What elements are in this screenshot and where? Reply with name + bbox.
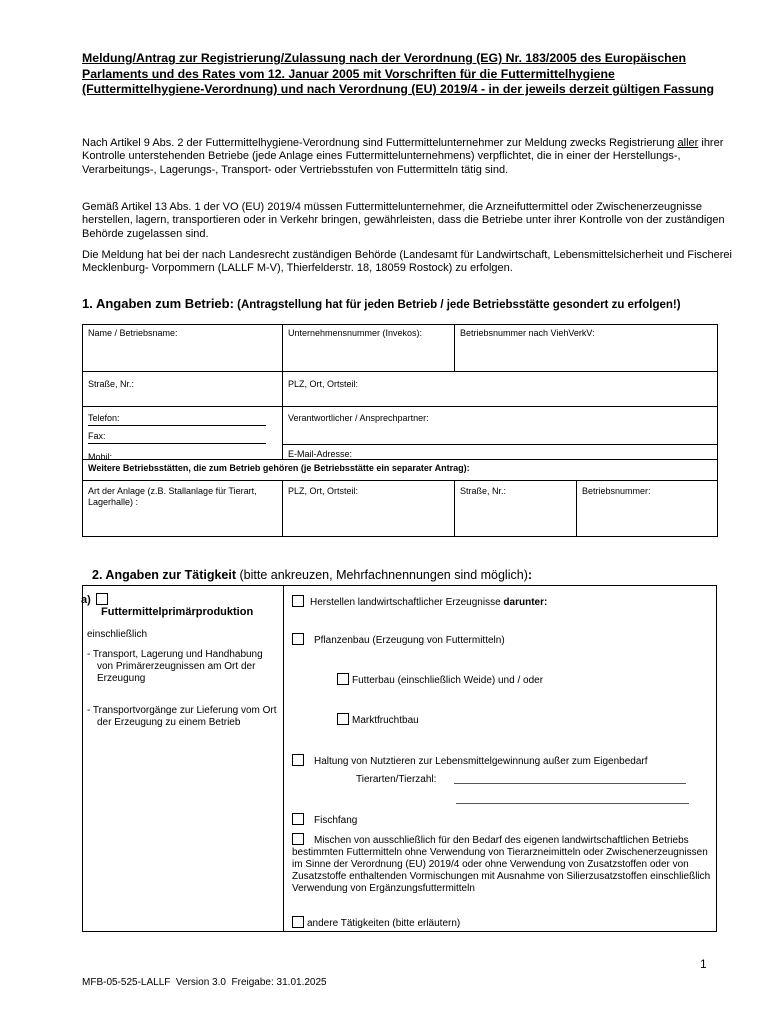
intro-p1-emphasis: aller <box>677 137 699 149</box>
intro-paragraph-3: Die Meldung hat bei der nach Landesrecht zuständigen Behörde (Landesamt für Landwirtschaft, Lebensmittelsicherheit und Fischerei Mecklenburg- Vorpommern (LALLF M-V), Thierfelderstr. 18, 18059 Rostock) zu erfolgen. <box>82 249 732 275</box>
cash-crops-label: Marktfruchtbau <box>352 715 419 726</box>
other-checkbox[interactable] <box>292 916 304 928</box>
primary-production-checkbox[interactable] <box>96 593 108 605</box>
section1-title: 1. Angaben zum Betrieb: <box>82 296 234 311</box>
section1-note: (Antragstellung hat für jeden Betrieb / jede Betriebsstätte gesondert zu erfolgen!) <box>233 299 681 311</box>
further-sites-heading: Weitere Betriebsstätten, die zum Betrieb gehören (je Betriebsstätte ein separater Antrag): <box>83 460 718 481</box>
phone-field[interactable] <box>88 413 266 426</box>
option-mixing <box>292 833 712 895</box>
option-livestock <box>292 754 648 768</box>
site-type-field[interactable] <box>83 481 283 537</box>
mixing-checkbox[interactable] <box>292 833 304 845</box>
site-type-label: Art der Anlage (z.B. Stallanlage für Tierart, Lagerhalle) : <box>88 486 257 507</box>
forage-label: Futterbau (einschließlich Weide) und / oder <box>352 675 544 686</box>
fax-field[interactable] <box>88 431 266 444</box>
intro-p1-text-end: ihrer Kontrolle unterstehenden Betriebe (jede Anlage eines Futtermittelunternehmens) verpflichtet, die in einer der Herstellungs-, Verarbeitungs-, Lagerungs-, Transport- oder Vertriebsstufen von Futtermitteln tätig sind. <box>82 137 724 176</box>
section2-colon: : <box>527 568 533 582</box>
column-divider <box>283 586 284 931</box>
option-forage <box>337 673 543 687</box>
primary-bullet-2: - Transportvorgänge zur Lieferung vom Ort der Erzeugung zu einem Betrieb <box>87 705 277 728</box>
fax-label: Fax: <box>88 431 106 441</box>
livestock-checkbox[interactable] <box>292 754 304 766</box>
divider <box>283 444 717 445</box>
contact-field[interactable] <box>288 413 429 424</box>
email-field[interactable] <box>288 449 352 460</box>
mixing-label: Mischen von ausschließlich für den Bedarf des eigenen landwirtschaftlichen Betriebs bestimmten Futtermitteln ohne Verwendung von Tierarzneimitteln oder Zwischenerzeugnissen im Sinne der Verordnung (EU) 2019/4 oder ohne Verwendung von Zusatzstoffen oder von Zusatzstoffe enthaltenden Vormischungen mit Ausnahme von Silierzusatzstoffen einschließlich Verwendung von Ergänzungsfuttermitteln <box>292 835 711 894</box>
section2-note: (bitte ankreuzen, Mehrfachnennungen sind möglich) <box>236 568 528 582</box>
mobile-label: Mobil: <box>88 452 113 462</box>
agri-production-label: Herstellen landwirtschaftlicher Erzeugnisse <box>310 597 504 608</box>
site-city-label: PLZ, Ort, Ortsteil: <box>288 486 359 496</box>
name-label: Name / Betriebsname: <box>88 328 178 338</box>
intro-p1-text: Nach Artikel 9 Abs. 2 der Futtermittelhygiene-Verordnung sind Futtermittelunternehmer zur Meldung zwecks Registrierung <box>82 137 678 149</box>
option-cash-crops <box>337 713 419 727</box>
site-city-field[interactable] <box>283 481 455 537</box>
forage-checkbox[interactable] <box>337 673 349 685</box>
agri-production-checkbox[interactable] <box>292 595 304 607</box>
section1-heading <box>82 297 732 313</box>
section2-title: 2. Angaben zur Tätigkeit <box>92 568 237 582</box>
plant-production-checkbox[interactable] <box>292 633 304 645</box>
business-details-table <box>82 324 718 537</box>
farm-number-field[interactable] <box>455 325 718 372</box>
site-number-label: Betriebsnummer: <box>582 486 651 496</box>
section2-heading <box>92 568 732 583</box>
document-footer: MFB-05-525-LALLF Version 3.0 Freigabe: 31.01.2025 <box>82 977 327 988</box>
street-field[interactable] <box>83 372 283 407</box>
intro-paragraph-2: Gemäß Artikel 13 Abs. 1 der VO (EU) 2019/4 müssen Futtermittelunternehmer, die Arzneifuttermittel oder Zwischenerzeugnisse herstellen, lagern, transportieren oder in Verkehr bringen, gewährleisten, dass die Betriebe unter ihrer Kontrolle von der zuständigen Behörde zugelassen sind. <box>82 201 725 240</box>
contact-email-cell <box>283 407 718 460</box>
company-number-field[interactable] <box>283 325 455 372</box>
page-number: 1 <box>700 957 707 971</box>
livestock-label: Haltung von Nutztieren zur Lebensmittelgewinnung außer zum Eigenbedarf <box>314 756 648 767</box>
agri-production-including: darunter: <box>503 597 548 608</box>
name-field[interactable] <box>83 325 283 372</box>
mobile-field[interactable] <box>88 452 112 463</box>
activity-table <box>82 585 717 932</box>
option-a-label: a) <box>81 594 91 606</box>
option-fishing <box>292 813 357 827</box>
primary-production-row <box>81 593 114 606</box>
farm-number-label: Betriebsnummer nach ViehVerkV: <box>460 328 595 338</box>
street-label: Straße, Nr.: <box>88 379 135 389</box>
option-plant-production <box>292 633 505 647</box>
contact-label: Verantwortlicher / Ansprechpartner: <box>288 413 429 423</box>
primary-bullet-1: - Transport, Lagerung und Handhabung von Primärerzeugnissen am Ort der Erzeugung <box>87 649 263 684</box>
cash-crops-checkbox[interactable] <box>337 713 349 725</box>
including-label: einschließlich <box>87 629 148 640</box>
phone-label: Telefon: <box>88 413 120 423</box>
option-other <box>292 916 460 930</box>
email-label: E-Mail-Adresse: <box>288 449 353 459</box>
primary-production-label: Futtermittelprimärproduktion <box>101 606 254 618</box>
animal-count-line-2[interactable] <box>456 803 689 804</box>
city-field[interactable] <box>283 372 718 407</box>
fishing-label: Fischfang <box>314 815 358 826</box>
site-number-field[interactable] <box>577 481 718 537</box>
intro-paragraph-1 <box>82 137 732 177</box>
document-title: Meldung/Antrag zur Registrierung/Zulassung nach der Verordnung (EG) Nr. 183/2005 des Europäischen Parlaments und des Rates vom 12. Januar 2005 mit Vorschriften für die Futtermittelhygiene (Futtermittelhygiene-Verordnung) und nach Verordnung (EU) 2019/4 - in der jeweils derzeit gültigen Fassung <box>82 51 715 96</box>
phone-fax-mobile-cell <box>83 407 283 460</box>
option-agri-production <box>292 595 547 609</box>
animal-count-line-1[interactable] <box>454 783 686 784</box>
animal-count-label: Tierarten/Tierzahl: <box>356 774 437 785</box>
other-label: andere Tätigkeiten (bitte erläutern) <box>307 918 461 929</box>
city-label: PLZ, Ort, Ortsteil: <box>288 379 359 389</box>
site-street-field[interactable] <box>455 481 577 537</box>
site-street-label: Straße, Nr.: <box>460 486 507 496</box>
fishing-checkbox[interactable] <box>292 813 304 825</box>
company-number-label: Unternehmensnummer (Invekos): <box>288 328 423 338</box>
plant-production-label: Pflanzenbau (Erzeugung von Futtermitteln) <box>314 635 505 646</box>
